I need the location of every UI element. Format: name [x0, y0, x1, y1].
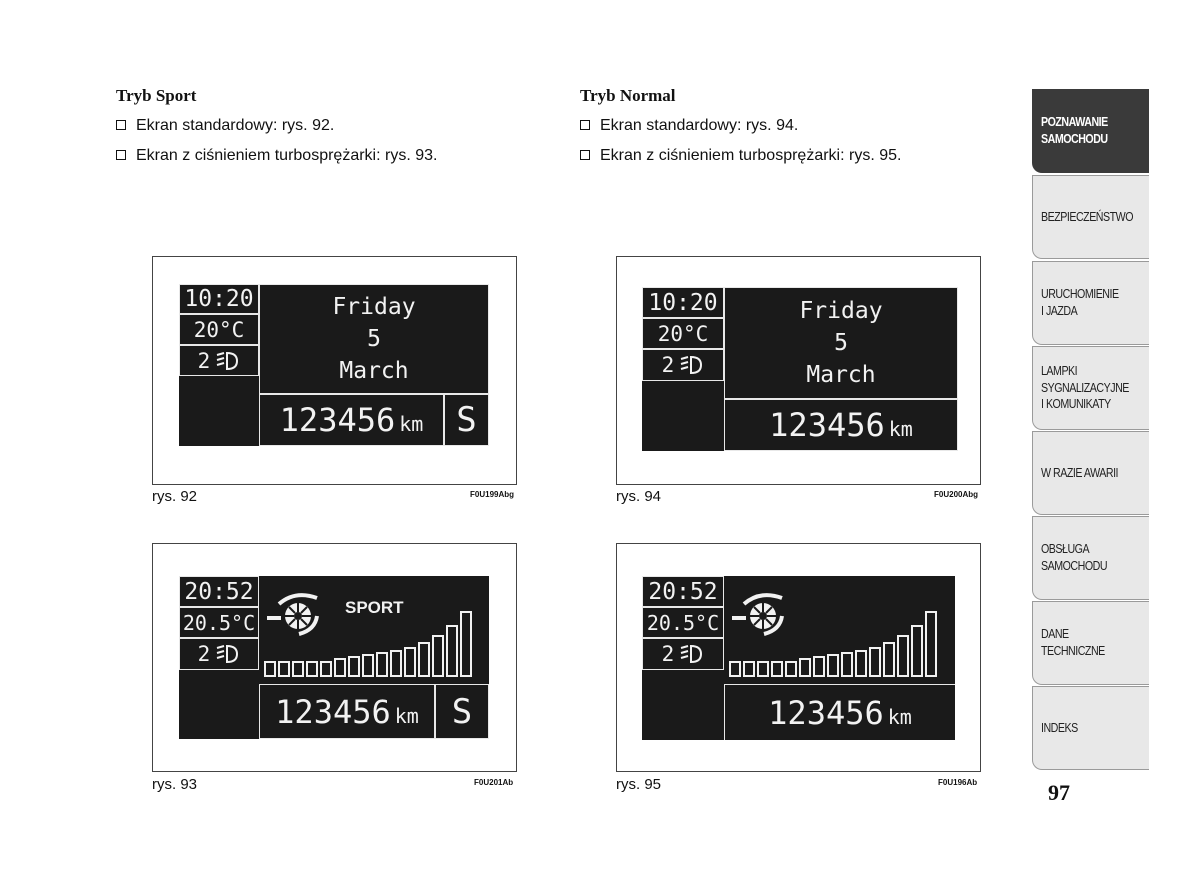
bullet-item	[580, 147, 901, 165]
tab-label: DANE TECHNICZNE	[1041, 626, 1105, 658]
figure-92-frame	[152, 256, 517, 485]
headlight-level-value: 2	[197, 642, 211, 666]
odometer-unit: km	[399, 412, 424, 436]
tab-bezpieczenstwo[interactable]	[1032, 175, 1149, 259]
temperature: 20°C	[642, 318, 724, 349]
date-panel	[259, 284, 489, 394]
drive-mode: S	[444, 394, 489, 446]
figure-code: F0U200Abg	[934, 490, 979, 499]
tab-lampki-sygnalizacyjne[interactable]	[1032, 346, 1149, 430]
figure-94-frame	[616, 256, 981, 485]
day-name: Friday	[332, 294, 416, 320]
month-name: March	[339, 358, 409, 384]
sport-label: SPORT	[345, 598, 404, 617]
figure-caption: rys. 95	[616, 776, 662, 793]
temperature: 20.5°C	[179, 607, 259, 638]
odometer-unit: km	[888, 417, 913, 441]
bullet-text: Ekran z ciśnieniem turbosprężarki: rys. 93.	[136, 147, 438, 164]
lcd-display	[179, 576, 489, 739]
odometer-unit: km	[887, 704, 912, 729]
lcd-display	[642, 287, 958, 451]
day-name: Friday	[799, 298, 883, 324]
headlight-level	[179, 345, 259, 376]
temperature: 20°C	[179, 314, 259, 345]
checkbox-bullet-icon	[116, 120, 126, 130]
figure-code: F0U196Ab	[938, 778, 978, 787]
odometer-value: 123456	[769, 406, 885, 444]
odometer-unit: km	[394, 703, 419, 728]
headlight-level	[179, 638, 259, 670]
odometer	[724, 399, 958, 451]
bullet-item	[116, 117, 334, 135]
drive-mode: S	[435, 684, 489, 739]
heading-normal: Tryb Normal	[580, 86, 676, 105]
tab-uruchomienie-i-jazda[interactable]	[1032, 261, 1149, 345]
bullet-item	[116, 147, 437, 165]
odometer	[259, 394, 444, 446]
temperature: 20.5°C	[642, 607, 724, 638]
date-panel	[724, 287, 958, 399]
figure-code: F0U199Abg	[470, 490, 515, 499]
bullet-item	[580, 117, 798, 135]
day-number: 5	[834, 330, 848, 356]
tab-obsluga-samochodu[interactable]	[1032, 516, 1149, 600]
headlight-icon	[214, 643, 240, 665]
tab-poznawanie-samochodu[interactable]	[1032, 89, 1149, 173]
bullet-text: Ekran z ciśnieniem turbosprężarki: rys. 95.	[600, 147, 902, 164]
headlight-icon	[678, 354, 704, 376]
headlight-icon	[678, 643, 704, 665]
odometer-value: 123456	[768, 693, 884, 732]
checkbox-bullet-icon	[116, 150, 126, 160]
odometer-value: 123456	[279, 401, 396, 439]
clock: 20:52	[179, 576, 259, 607]
figure-95-frame	[616, 543, 981, 772]
figure-code: F0U201Ab	[474, 778, 514, 787]
tab-label: W RAZIE AWARII	[1041, 464, 1119, 480]
tab-label: INDEKS	[1041, 719, 1078, 735]
tab-label: BEZPIECZEŃSTWO	[1041, 208, 1134, 224]
boost-bar-graph	[264, 598, 486, 682]
tab-label: URUCHOMIENIE I JAZDA	[1041, 286, 1119, 318]
tab-label: OBSŁUGA SAMOCHODU	[1041, 541, 1108, 573]
headlight-level	[642, 349, 724, 381]
checkbox-bullet-icon	[580, 150, 590, 160]
odometer-value: 123456	[275, 692, 391, 731]
day-number: 5	[367, 326, 381, 352]
odometer	[724, 684, 955, 740]
headlight-level-value: 2	[661, 353, 675, 377]
checkbox-bullet-icon	[580, 120, 590, 130]
figure-caption: rys. 93	[152, 776, 198, 793]
odometer	[259, 684, 435, 739]
tab-dane-techniczne[interactable]	[1032, 601, 1149, 685]
clock: 20:52	[642, 576, 724, 607]
figure-caption: rys. 92	[152, 488, 198, 505]
month-name: March	[806, 362, 876, 388]
tab-w-razie-awarii[interactable]	[1032, 431, 1149, 515]
figure-caption: rys. 94	[616, 488, 662, 505]
headlight-icon	[214, 350, 240, 372]
heading-sport: Tryb Sport	[116, 86, 197, 105]
clock: 10:20	[179, 284, 259, 314]
headlight-level-value: 2	[197, 348, 211, 373]
headlight-level-value: 2	[661, 642, 675, 666]
bullet-text: Ekran standardowy: rys. 92.	[136, 117, 335, 134]
tab-label: POZNAWANIE SAMOCHODU	[1041, 114, 1108, 146]
lcd-display	[642, 576, 955, 740]
figure-93-frame	[152, 543, 517, 772]
tab-indeks[interactable]	[1032, 686, 1149, 770]
bullet-text: Ekran standardowy: rys. 94.	[600, 117, 799, 134]
headlight-level	[642, 638, 724, 670]
clock: 10:20	[642, 287, 724, 318]
tab-label: LAMPKI SYGNALIZACYJNE I KOMUNIKATY	[1041, 362, 1129, 412]
page-number: 97	[1048, 780, 1070, 805]
boost-bar-graph	[729, 598, 951, 682]
lcd-display	[179, 284, 489, 446]
